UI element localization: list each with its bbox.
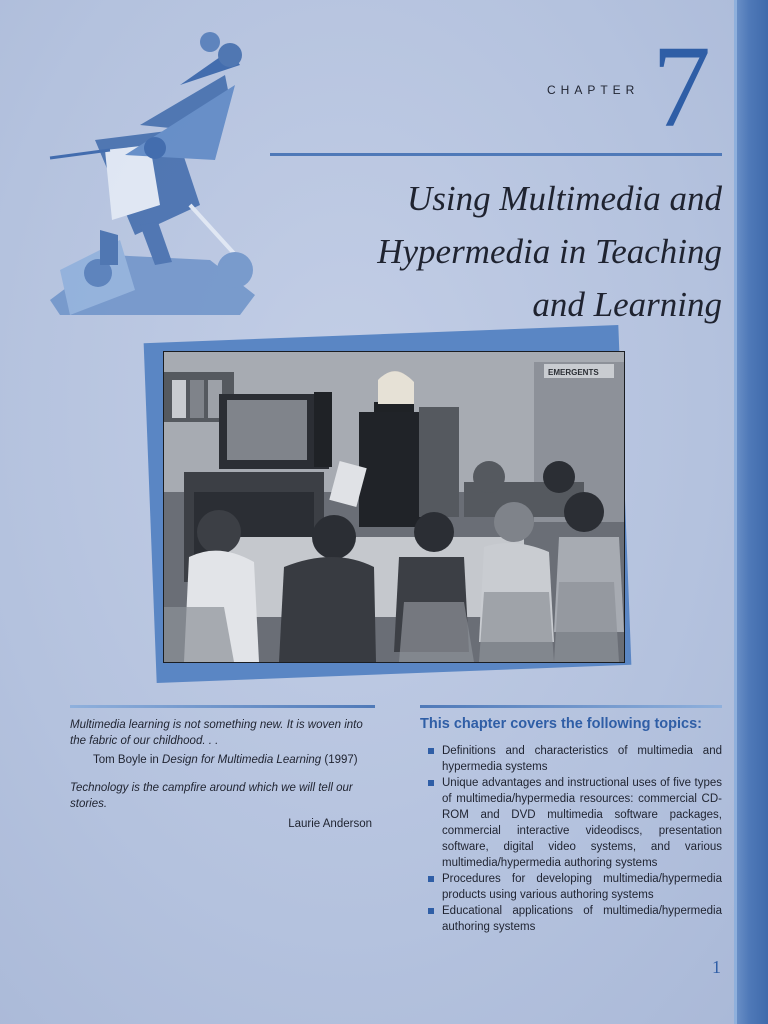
topic-item-text: Educational applications of multimedia/hypermedia authoring systems — [442, 905, 722, 933]
quotes-rule — [70, 705, 375, 708]
topics-heading: This chapter covers the following topics: — [420, 716, 702, 732]
classroom-photo-image — [164, 352, 624, 662]
chapter-label: CHAPTER — [547, 83, 640, 97]
epigraph-attribution-2: Laurie Anderson — [288, 818, 372, 830]
epigraph-quote-2: Technology is the campfire around which we will tell our stories. — [70, 782, 353, 810]
page-number: 1 — [712, 957, 721, 977]
chapter-number: 7 — [652, 21, 711, 152]
title-rule — [270, 153, 722, 156]
classroom-photo — [163, 351, 625, 663]
topic-item — [428, 775, 722, 871]
attribution-1-year: (1997) — [321, 754, 358, 766]
topics-list — [428, 743, 722, 935]
topic-item — [428, 871, 722, 903]
chapter-title-line-3: and Learning — [532, 285, 722, 324]
square-bullet-icon — [428, 908, 434, 914]
attribution-1-author: Tom Boyle in — [93, 754, 163, 766]
topics-rule — [420, 705, 722, 708]
topic-item — [428, 743, 722, 775]
topic-item-text: Unique advantages and instructional uses of five types of multimedia/hypermedia resources: commercial CD-ROM and DVD multimedia software packages, commercial interactive videodiscs, presentation software, digital video systems, and various multimedia/hypermedia authoring systems — [442, 777, 722, 869]
page-edge-bar — [734, 0, 768, 1024]
emergents-sign: EMERGENTS — [548, 368, 599, 377]
attribution-1-book-title: Design for Multimedia Learning — [162, 754, 322, 766]
topic-item-text: Definitions and characteristics of multimedia and hypermedia systems — [442, 745, 722, 773]
square-bullet-icon — [428, 780, 434, 786]
square-bullet-icon — [428, 876, 434, 882]
chapter-title-line-1: Using Multimedia and — [407, 179, 722, 218]
topic-item — [428, 903, 722, 935]
chapter-title — [330, 172, 722, 331]
topic-item-text: Procedures for developing multimedia/hypermedia products using various authoring systems — [442, 873, 722, 901]
epigraph-attribution-1 — [93, 752, 383, 768]
wizard-illustration — [40, 30, 270, 320]
chapter-title-line-2: Hypermedia in Teaching — [377, 232, 722, 271]
epigraph-quote-1: Multimedia learning is not something new. It is woven into the fabric of our childhood. . . — [70, 719, 363, 747]
square-bullet-icon — [428, 748, 434, 754]
